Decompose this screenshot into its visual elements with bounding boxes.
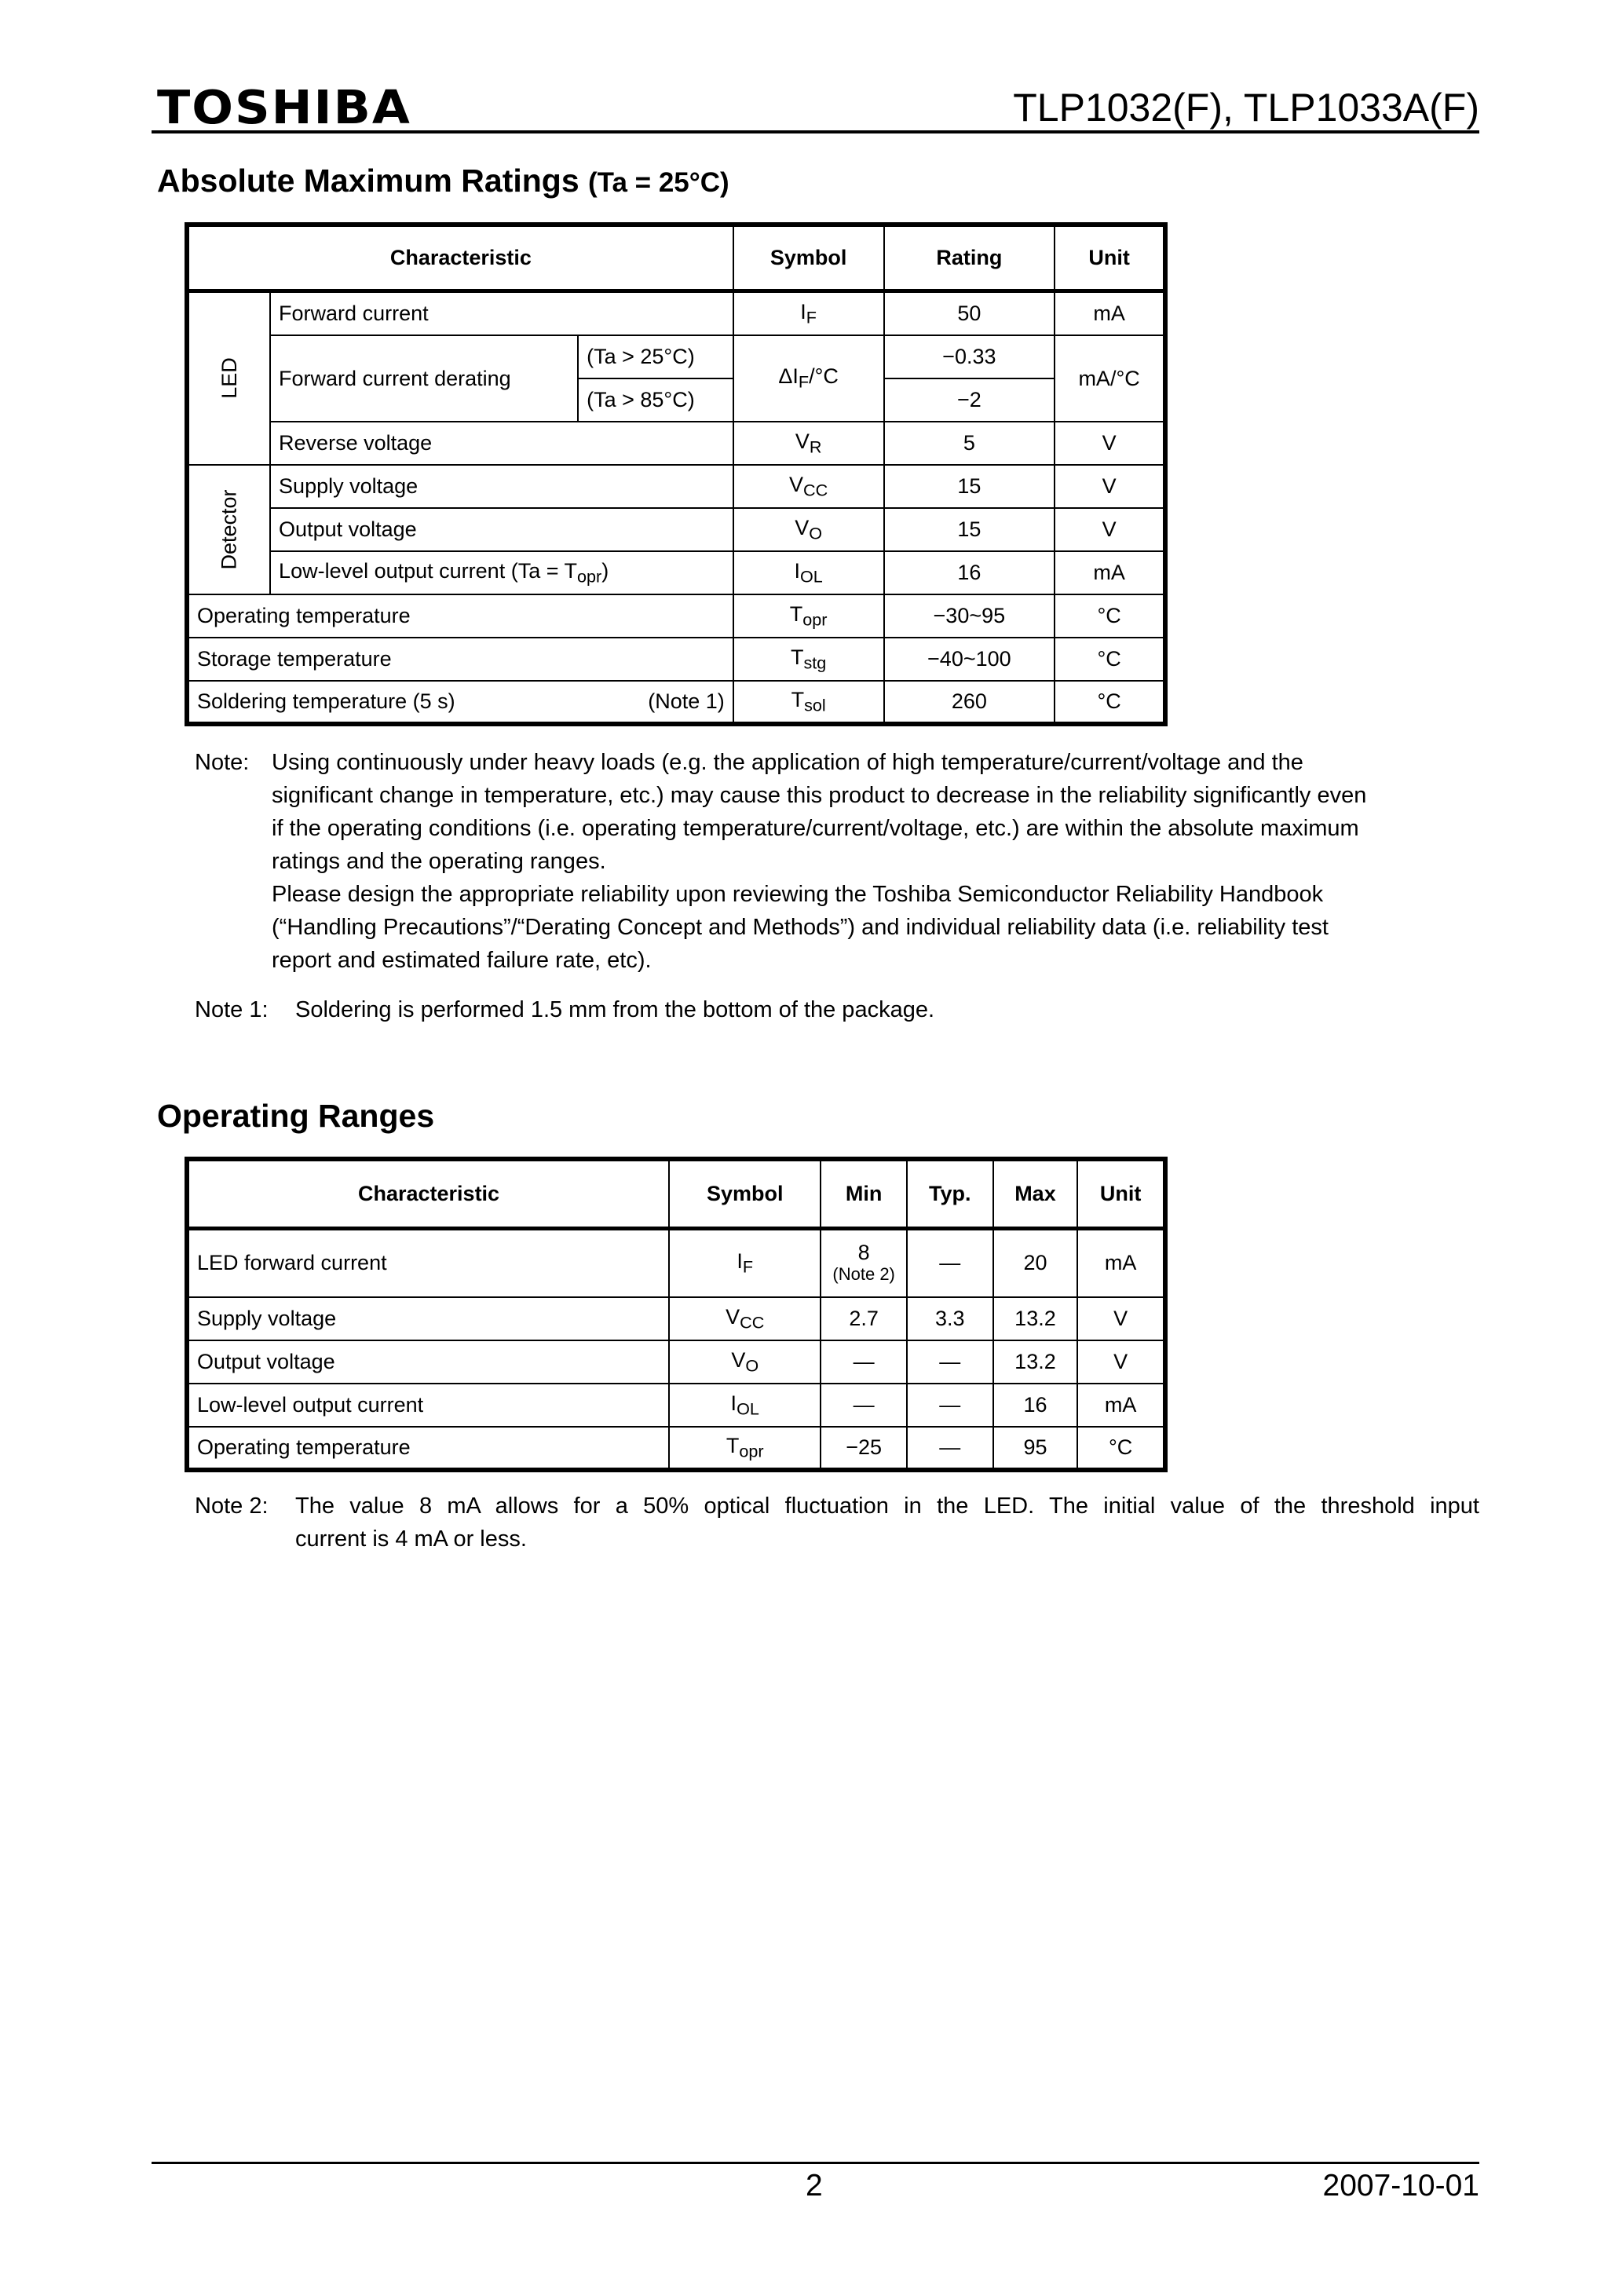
table-row: Detector Supply voltage $V_{CC}$ 15 V bbox=[187, 465, 1165, 508]
table-row: Forward current derating (Ta > 25°C) $\Delta I_F/^\circ C$ −0.33 mA/°C bbox=[187, 335, 1165, 378]
header-rating: Rating bbox=[884, 225, 1055, 291]
group-detector: Detector bbox=[187, 465, 270, 594]
header-min: Min bbox=[821, 1159, 907, 1228]
header-unit: Unit bbox=[1077, 1159, 1165, 1228]
table-row: Output voltage $V_O$ — — 13.2 V bbox=[187, 1340, 1165, 1384]
group-led: LED bbox=[187, 291, 270, 465]
table-row: Output voltage $V_O$ 15 V bbox=[187, 508, 1165, 551]
header-rule bbox=[152, 130, 1479, 133]
header-typ: Typ. bbox=[907, 1159, 993, 1228]
note1-label: Note 1: bbox=[195, 997, 269, 1022]
table-row: Soldering temperature (5 s) (Note 1) $T_{sol}$ 260 °C bbox=[187, 681, 1165, 724]
footer-date: 2007-10-01 bbox=[1322, 2169, 1479, 2203]
table-row: Supply voltage $V_{CC}$ 2.7 3.3 13.2 V bbox=[187, 1297, 1165, 1340]
table-row: Reverse voltage $V_R$ 5 V bbox=[187, 422, 1165, 465]
table-row: Low-level output current $(Ta = T_{opr})$ $I_{OL}$ 16 mA bbox=[187, 551, 1165, 594]
note-text: Using continuously under heavy loads (e.g. the application of high temperature/current/voltage and the significant change in temperature, etc.) may cause this product to decrease in the reliability significantly even if the operating conditions (i.e. operating temperature/current/voltage, etc.) are within the absolute maximum ratings and the operating ranges. Please design the appropriate reliability upon reviewing the Toshiba Semiconductor Reliability Handbook (“Handling Precautions”/“Derating Concept and Methods”) and individual reliability data (i.e. reliability test report and estimated failure rate, etc). bbox=[272, 750, 1367, 973]
table-row: (Ta > 85°C) −2 bbox=[187, 378, 1165, 422]
header-unit: Unit bbox=[1055, 225, 1165, 291]
header-characteristic: Characteristic bbox=[187, 225, 733, 291]
part-number: TLP1032(F), TLP1033A(F) bbox=[1013, 86, 1479, 130]
table-row: Operating temperature $T_{opr}$ −30~95 °C bbox=[187, 594, 1165, 638]
table-row: Low-level output current $I_{OL}$ — — 16 mA bbox=[187, 1384, 1165, 1427]
page-number: 2 bbox=[806, 2169, 823, 2203]
note2-text: The value 8 mA allows for a 50% optical fluctuation in the LED. The initial value of the threshold input current is 4 mA or less. bbox=[295, 1493, 1479, 1552]
header-symbol: Symbol bbox=[669, 1159, 821, 1228]
operating-ranges-table bbox=[185, 1157, 1168, 1472]
absolute-max-ratings-table bbox=[185, 222, 1168, 726]
table-row: LED forward current $I_F$ 8 (Note 2) — 20 mA bbox=[187, 1228, 1165, 1297]
toshiba-logo: TOSHIBA bbox=[157, 79, 411, 135]
header-max: Max bbox=[993, 1159, 1078, 1228]
table-row: Operating temperature $T_{opr}$ −25 — 95 °C bbox=[187, 1427, 1165, 1470]
operating-ranges-title: Operating Ranges bbox=[157, 1098, 435, 1134]
header-characteristic: Characteristic bbox=[187, 1159, 669, 1228]
note2-label: Note 2: bbox=[195, 1493, 269, 1519]
amr-title: Absolute Maximum Ratings (Ta = 25°C) bbox=[157, 163, 729, 199]
note1-text: Soldering is performed 1.5 mm from the bottom of the package. bbox=[295, 997, 935, 1022]
table-row: Storage temperature $T_{stg}$ −40~100 °C bbox=[187, 638, 1165, 681]
footer-rule bbox=[152, 2162, 1479, 2164]
table-row: LED Forward current $I_F$ 50 mA bbox=[187, 291, 1165, 335]
header-symbol: Symbol bbox=[733, 225, 884, 291]
note-label: Note: bbox=[195, 750, 250, 775]
